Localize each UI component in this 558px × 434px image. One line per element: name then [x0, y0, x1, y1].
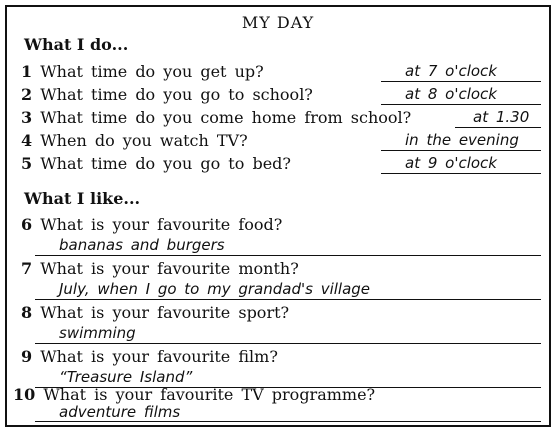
question-text: What time do you go to bed?	[40, 154, 291, 173]
answer-text[interactable]: July, when I go to my grandad's village	[59, 280, 371, 298]
answer-line	[455, 127, 541, 128]
section-heading-do: What I do...	[24, 35, 129, 54]
question-text: What time do you go to school?	[40, 85, 313, 104]
question-number: 4	[21, 131, 33, 150]
question-row	[21, 62, 264, 81]
question-text: What is your favourite sport?	[40, 303, 290, 322]
question-number: 2	[21, 85, 33, 104]
question-text: What is your favourite film?	[40, 347, 278, 366]
question-row	[21, 259, 299, 278]
answer-line	[35, 343, 541, 344]
question-text: What time do you come home from school?	[40, 108, 412, 127]
question-row	[21, 108, 411, 127]
question-text: When do you watch TV?	[40, 131, 248, 150]
answer-text[interactable]: at 7 o'clock	[405, 62, 497, 80]
answer-text[interactable]: adventure films	[59, 403, 181, 421]
question-text: What is your favourite TV programme?	[43, 385, 376, 404]
answer-text[interactable]: at 1.30	[473, 108, 530, 126]
question-number: 3	[21, 108, 33, 127]
question-text: What is your favourite month?	[40, 259, 299, 278]
question-row	[21, 303, 289, 322]
answer-text[interactable]: at 9 o'clock	[405, 154, 497, 172]
question-number: 1	[21, 62, 33, 81]
question-number: 8	[21, 303, 33, 322]
question-text: What time do you get up?	[40, 62, 264, 81]
answer-line	[35, 255, 541, 256]
question-text: What is your favourite food?	[40, 215, 283, 234]
question-number: 5	[21, 154, 33, 173]
question-number: 9	[21, 347, 33, 366]
question-row	[21, 154, 291, 173]
question-number: 10	[13, 385, 36, 404]
answer-text[interactable]: bananas and burgers	[59, 236, 225, 254]
answer-text[interactable]: at 8 o'clock	[405, 85, 497, 103]
question-row	[21, 131, 248, 150]
question-row	[13, 385, 375, 404]
answer-line	[381, 150, 541, 151]
answer-text[interactable]: swimming	[59, 324, 136, 342]
answer-line	[35, 299, 541, 300]
page-title: MY DAY	[241, 13, 315, 32]
answer-line	[381, 81, 541, 82]
question-number: 7	[21, 259, 33, 278]
question-row	[21, 347, 278, 366]
question-number: 6	[21, 215, 33, 234]
answer-line	[35, 421, 541, 422]
answer-text[interactable]: “Treasure Island”	[59, 368, 193, 386]
section-heading-like: What I like...	[24, 189, 141, 208]
question-row	[21, 215, 282, 234]
answer-line	[381, 173, 541, 174]
question-row	[21, 85, 313, 104]
worksheet	[5, 5, 551, 427]
answer-line	[381, 104, 541, 105]
answer-text[interactable]: in the evening	[405, 131, 519, 149]
